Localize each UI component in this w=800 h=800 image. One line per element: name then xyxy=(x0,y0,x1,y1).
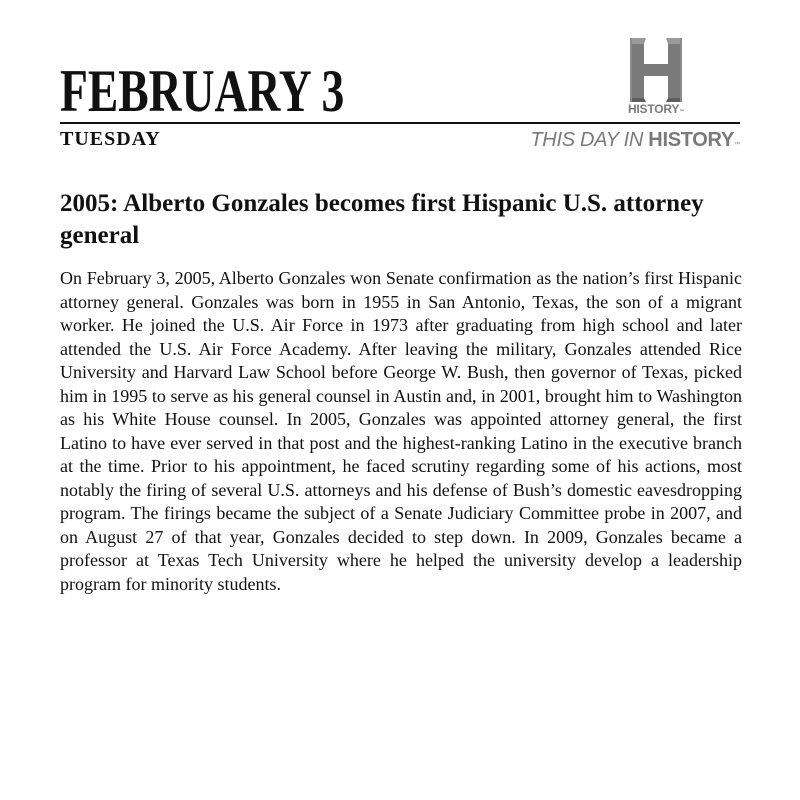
tagline-brand: HISTORY xyxy=(648,129,734,151)
tagline-lead: THIS DAY IN xyxy=(530,129,649,151)
logo-wordmark-text: HISTORY xyxy=(627,102,680,116)
date-title: FEBRUARY 3 xyxy=(60,58,345,124)
tagline-trademark: ™ xyxy=(734,142,740,148)
article-headline: 2005: Alberto Gonzales becomes first Hispanic U.S. attorney general xyxy=(60,190,704,249)
logo-wordmark xyxy=(616,102,696,119)
article-body: On February 3, 2005, Alberto Gonzales won Senate confirmation as the nation’s first Hispanic attorney general. Gonzales was born in 1955 in San Antonio, Texas, the son of a migrant worker. He joined the U.S. Air Force in 1973 after graduating from high school and later attended the U.S. Air Force Academy. After leaving the military, Gonzales attended Rice University and Harvard Law School before George W. Bush, then governor of Texas, picked him in 1995 to serve as his general counsel in Austin and, in 2001, brought him to Washington as his White House counsel. In 2005, Gonzales was appointed attorney general, the first Latino to have ever served in that post and the highest-ranking Latino in the executive branch at the time. Prior to his appointment, he faced scrutiny regarding some of his actions, most notably the firing of several U.S. attorneys and his defense of Bush’s domestic eavesdropping program. The firings became the subject of a Senate Judiciary Committee probe in 2007, and on August 27 of that year, Gonzales decided to step down. In 2009, Gonzales became a professor at Texas Tech University where he helped the university develop a leadership program for minority students. xyxy=(60,268,742,594)
logo-trademark: ™ xyxy=(679,109,685,115)
tagline xyxy=(530,127,740,158)
header-rule xyxy=(60,122,740,124)
weekday: TUESDAY xyxy=(60,128,161,150)
